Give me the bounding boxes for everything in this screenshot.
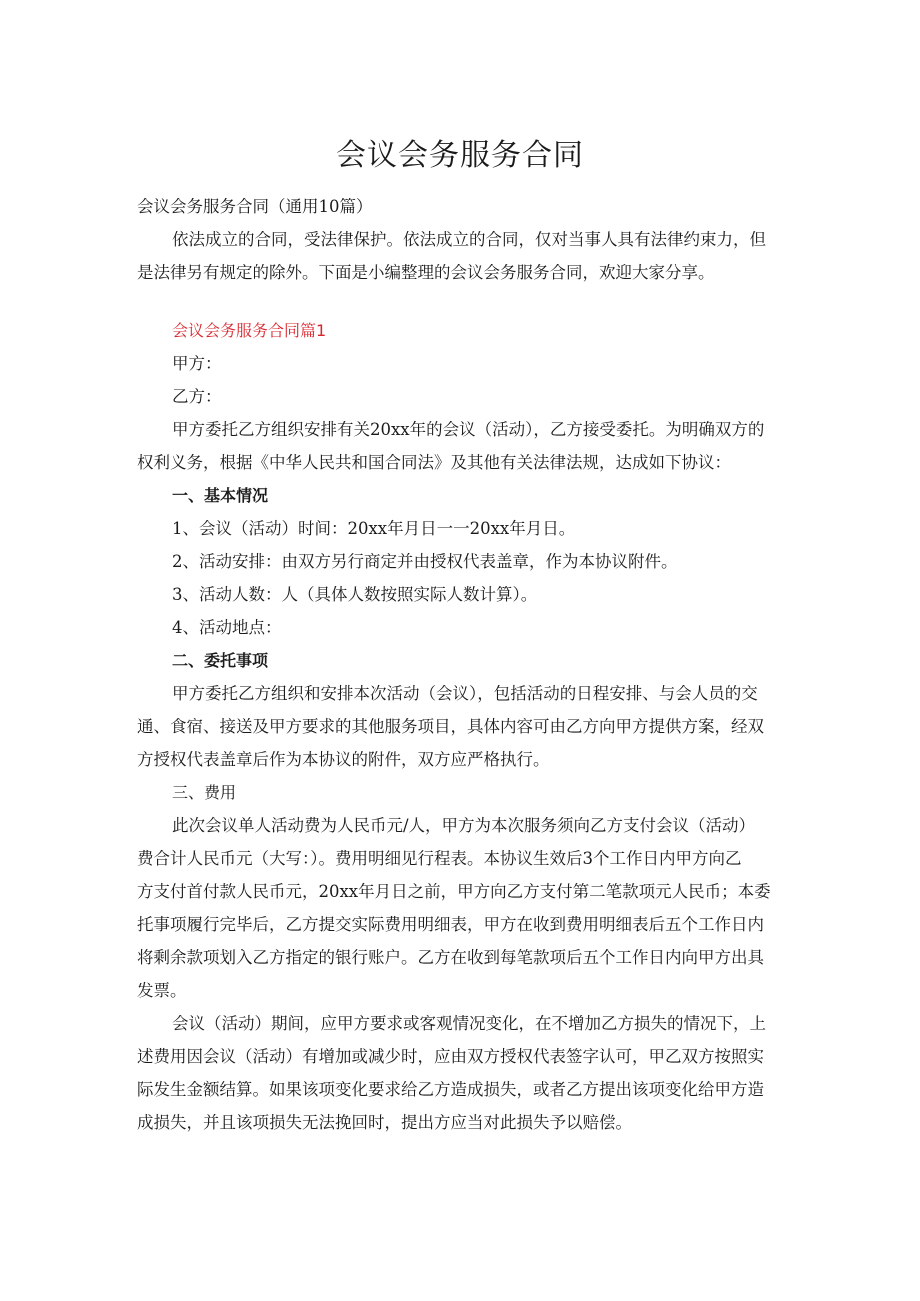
- paragraph-line: 际发生金额结算。如果该项变化要求给乙方造成损失，或者乙方提出该项变化给甲方造: [137, 1080, 764, 1099]
- document-body: [137, 190, 797, 1139]
- list-item: 2、活动安排：由双方另行商定并由授权代表盖章，作为本协议附件。: [172, 552, 678, 571]
- preamble-line: 权利义务，根据《中华人民共和国合同法》及其他有关法律法规，达成如下协议：: [137, 453, 731, 472]
- paragraph-line: 述费用因会议（活动）有增加或减少时，应由双方授权代表签字认可，甲乙双方按照实: [137, 1047, 764, 1066]
- paragraph-line: 费合计人民币元（大写：）。费用明细见行程表。本协议生效后3个工作日内甲方向乙: [137, 849, 742, 868]
- paragraph-line: 发票。: [137, 981, 187, 1000]
- preamble-line: 甲方委托乙方组织安排有关20xx年的会议（活动），乙方接受委托。为明确双方的: [172, 420, 765, 439]
- intro-line: 依法成立的合同，受法律保护。依法成立的合同，仅对当事人具有法律约束力，但: [172, 230, 766, 249]
- section-heading-fees: 三、费用: [172, 783, 237, 802]
- fees-paragraph-2: [137, 1007, 797, 1139]
- paragraph-line: 甲方委托乙方组织和安排本次活动（会议），包括活动的日程安排、与会人员的交: [172, 684, 758, 703]
- fees-paragraph-1: [137, 809, 797, 1007]
- party-b: 乙方：: [172, 387, 222, 406]
- paragraph-line: 成损失，并且该项损失无法挽回时，提出方应当对此损失予以赔偿。: [137, 1113, 632, 1132]
- document-title: 会议会务服务合同: [336, 138, 584, 173]
- entrust-paragraph: [137, 677, 797, 776]
- section-heading-basic: 一、基本情况: [172, 486, 269, 505]
- preamble-paragraph: [137, 413, 797, 479]
- intro-paragraph: [137, 223, 797, 289]
- paragraph-line: 将剩余款项划入乙方指定的银行账户。乙方在收到每笔款项后五个工作日内向甲方出具: [137, 948, 764, 967]
- paragraph-line: 方授权代表盖章后作为本协议的附件，双方应严格执行。: [137, 750, 550, 769]
- intro-line: 是法律另有规定的除外。下面是小编整理的会议会务服务合同，欢迎大家分享。: [137, 263, 715, 282]
- list-item: 3、活动人数：人（具体人数按照实际人数计算）。: [172, 585, 538, 604]
- article-heading: 会议会务服务合同篇1: [172, 321, 327, 340]
- section-heading-entrust: 二、委托事项: [172, 651, 269, 670]
- paragraph-line: 此次会议单人活动费为人民币元/人，甲方为本次服务须向乙方支付会议（活动）: [172, 816, 756, 835]
- list-item: 1、会议（活动）时间：20xx年月日一一20xx年月日。: [172, 519, 576, 538]
- paragraph-line: 方支付首付款人民币元，20xx年月日之前，甲方向乙方支付第二笔款项元人民币；本委: [137, 882, 771, 901]
- list-item: 4、活动地点：: [172, 618, 282, 637]
- paragraph-line: 托事项履行完毕后，乙方提交实际费用明细表，甲方在收到费用明细表后五个工作日内: [137, 915, 764, 934]
- document-subtitle: 会议会务服务合同（通用10篇）: [137, 197, 373, 216]
- party-a: 甲方：: [172, 354, 222, 373]
- paragraph-line: 通、食宿、接送及甲方要求的其他服务项目，具体内容可由乙方向甲方提供方案，经双: [137, 717, 764, 736]
- paragraph-line: 会议（活动）期间，应甲方要求或客观情况变化，在不增加乙方损失的情况下，上: [172, 1014, 766, 1033]
